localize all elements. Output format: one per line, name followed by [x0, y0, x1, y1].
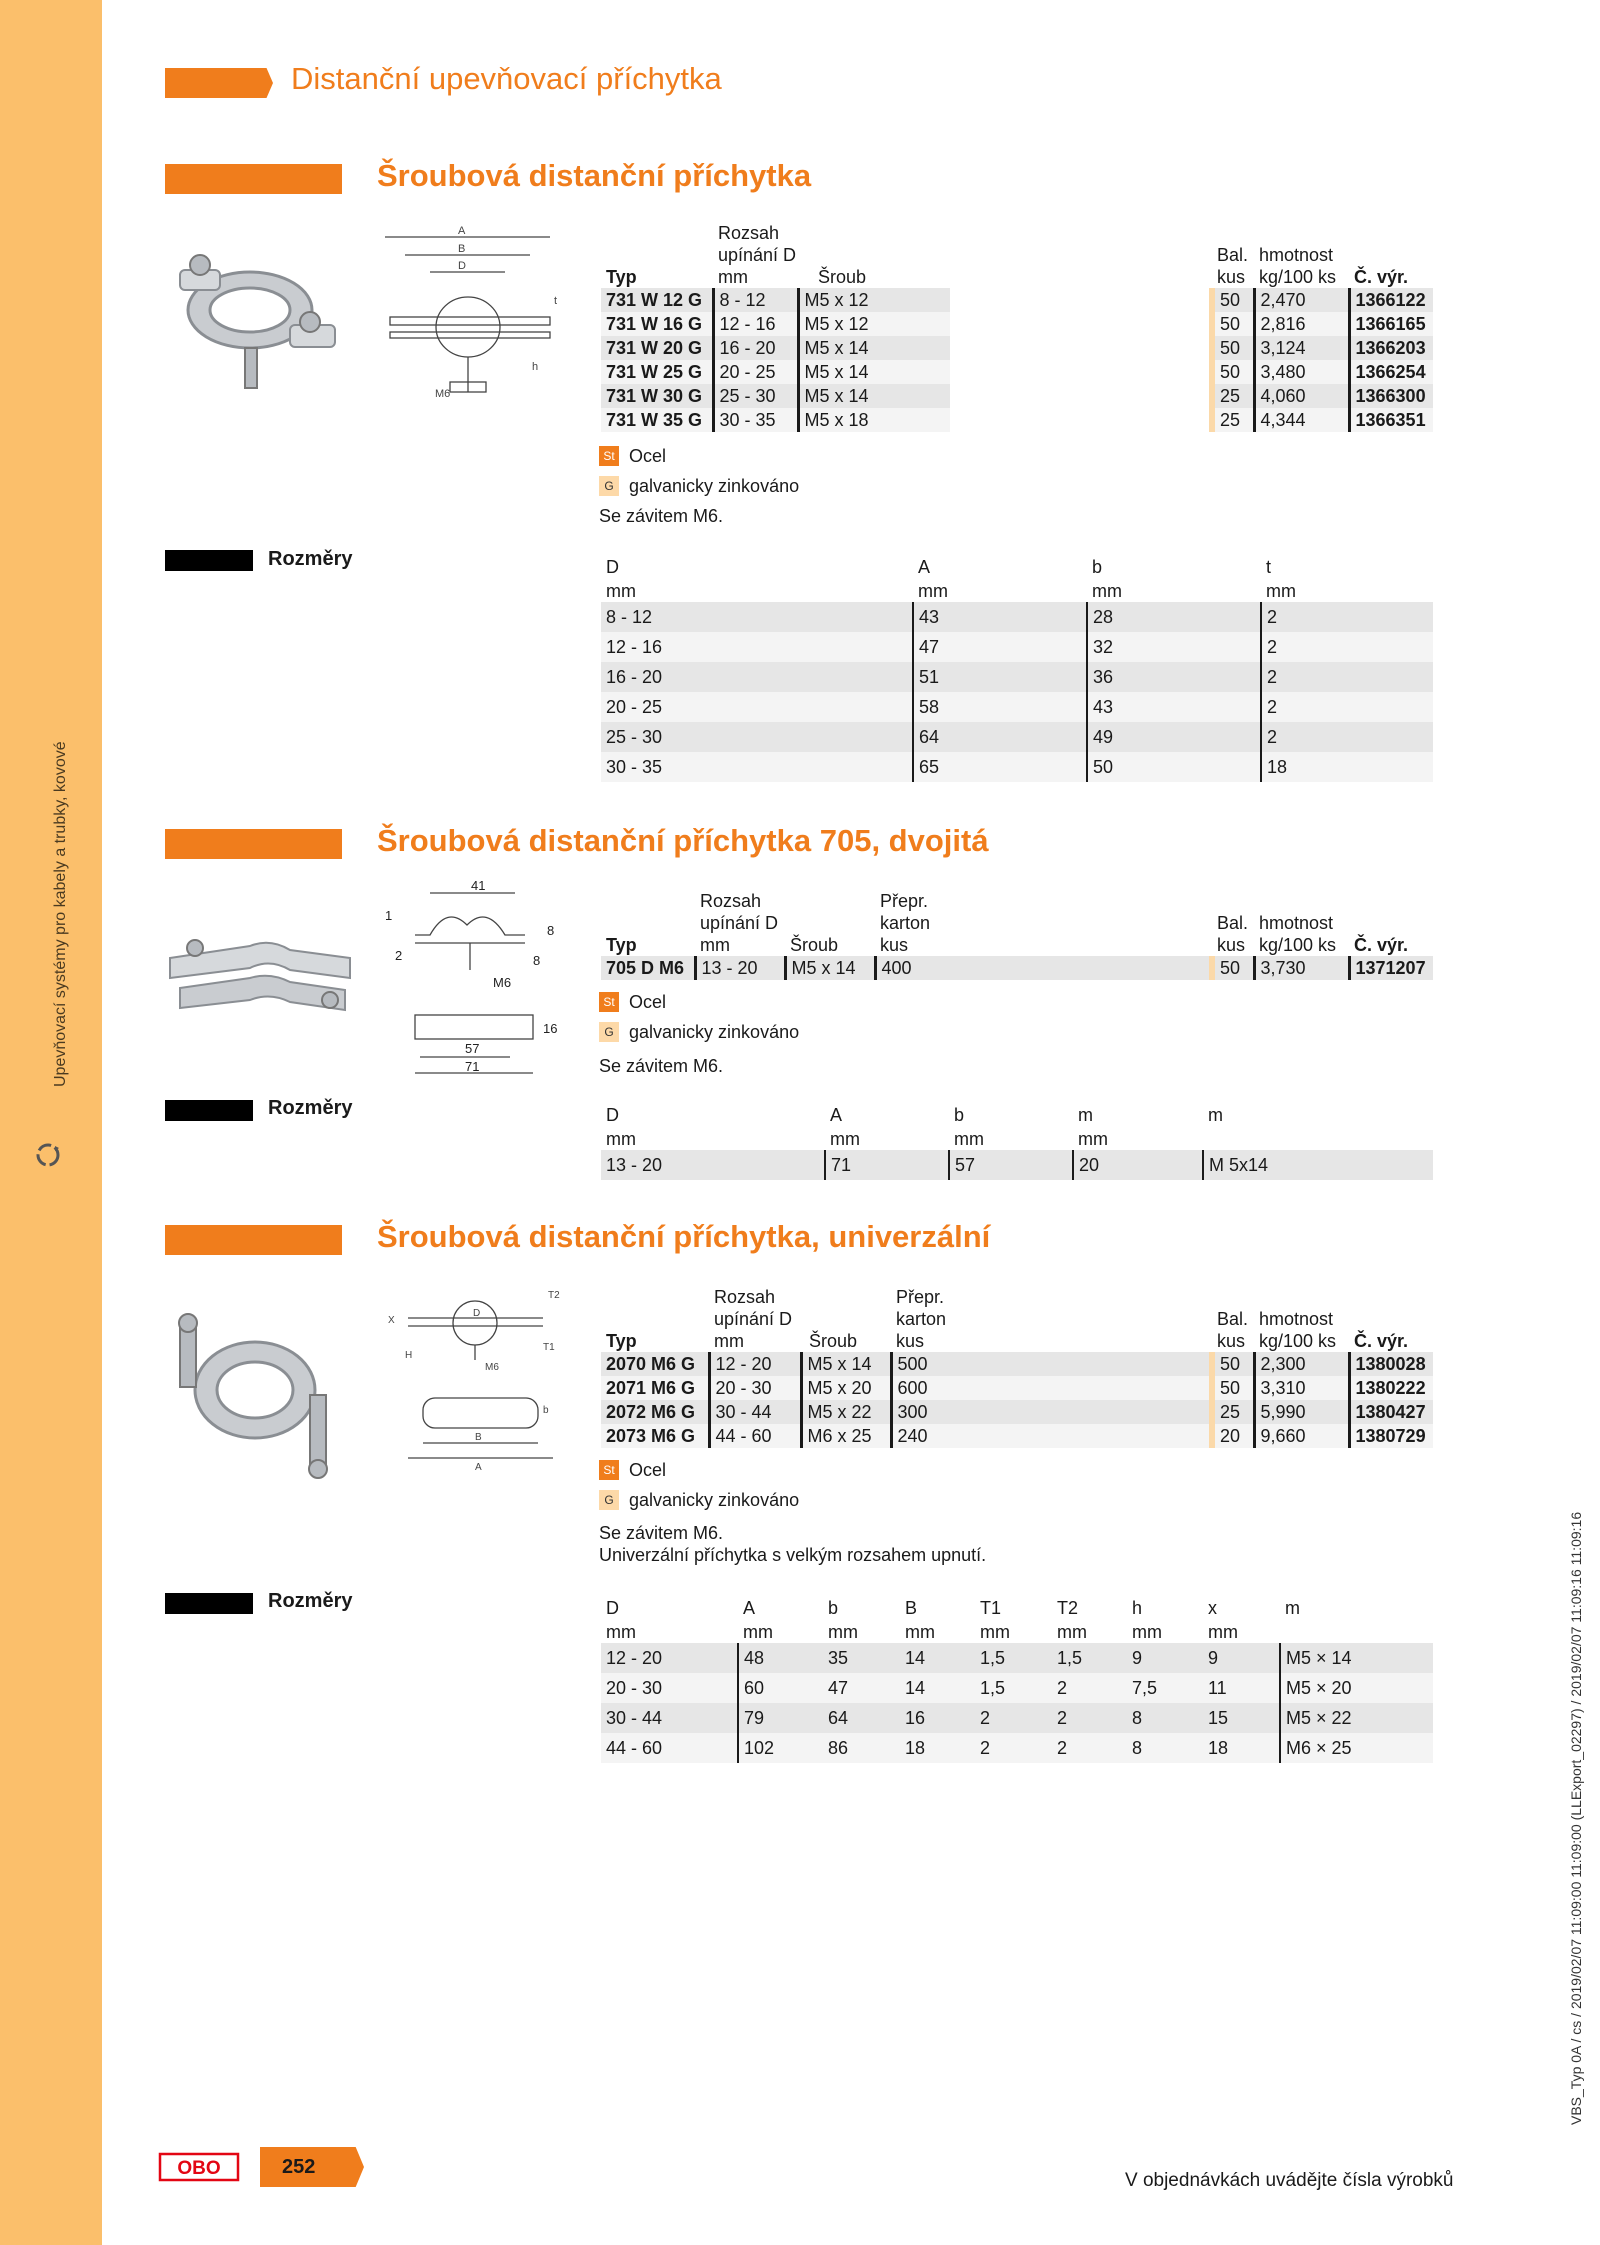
drawing-label: A — [458, 225, 466, 237]
table-row: 13 - 20 71 57 20 M 5x14 — [601, 1150, 1433, 1180]
col-header-rozsah: Rozsah upínání D mm Šroub — [718, 223, 867, 287]
drawing-label: H — [405, 1350, 413, 1361]
section-note: Se závitem M6. — [599, 1056, 724, 1076]
steel-tag: St — [599, 992, 619, 1012]
table-row: 731 W 35 G 30 - 35 M5 x 18 25 4,344 1366351 — [601, 408, 1433, 432]
table-row: 30 - 35 65 50 18 — [601, 752, 1433, 782]
product-photo-705d — [160, 918, 360, 1038]
col-header-hmotnost: hmotnost kg/100 ks — [1259, 1309, 1337, 1351]
table-row: 731 W 25 G 20 - 25 M5 x 14 50 3,480 1366254 — [601, 360, 1433, 384]
col-header-bal: Bal. kus — [1217, 245, 1249, 287]
table-row: 705 D M6 13 - 20 M5 x 14 400 50 3,730 1371207 — [601, 956, 1433, 980]
product-photo-2070 — [160, 1305, 360, 1485]
col-header-cvyr: Č. výr. — [1354, 1331, 1409, 1351]
col-header-cvyr: Č. výr. — [1354, 935, 1409, 955]
dimensions-label: Rozměry — [268, 1590, 353, 1612]
drawing-label: T2 — [548, 1290, 560, 1301]
drawing-label: X — [388, 1315, 395, 1326]
drawing-label: M6 — [435, 388, 451, 400]
dimensions-label: Rozměry — [268, 1097, 353, 1119]
col-header-rozsah: Rozsah upínání D mm Šroub — [700, 891, 839, 955]
table-row: 25 - 30 64 49 2 — [601, 722, 1433, 752]
table-row: 20 - 30 60 47 14 1,5 2 7,5 11 M5 × 20 — [601, 1673, 1433, 1703]
col-header-prepr: Přepr. karton kus — [896, 1287, 947, 1351]
section-bar — [165, 164, 342, 194]
col-header-hmotnost: hmotnost kg/100 ks — [1259, 245, 1337, 287]
sidebar — [0, 0, 102, 2245]
table-row: 44 - 60 102 86 18 2 2 8 18 M6 × 25 — [601, 1733, 1433, 1763]
dimensions-label: Rozměry — [268, 548, 353, 570]
drawing-label: D — [473, 1308, 481, 1319]
product-table — [601, 222, 1433, 432]
dimensions-bar — [165, 550, 253, 571]
dimensions-table: D A b t mm mm mm mm 8 - 12 43 28 2 12 - 16 47 32 2 16 - 20 51 36 2 20 - 25 58 43 2 25 - 30 64 49 2 30 - 35 65 50 18 — [601, 554, 1433, 782]
steel-label: Ocel — [629, 1459, 667, 1480]
steel-label: Ocel — [629, 445, 667, 466]
col-header-prepr: Přepr. karton kus — [880, 891, 931, 955]
drawing-label: 2 — [395, 948, 403, 963]
drawing-label: b — [543, 1405, 549, 1416]
product-table — [601, 890, 1433, 980]
col-header-cvyr: Č. výr. — [1354, 267, 1409, 287]
col-header-typ: Typ — [606, 267, 637, 287]
header-tab — [165, 68, 273, 98]
galv-label: galvanicky zinkováno — [629, 1489, 800, 1510]
col-header-bal: Bal. kus — [1217, 1309, 1249, 1351]
section-bar — [165, 1225, 342, 1255]
table-row: 20 - 25 58 43 2 — [601, 692, 1433, 722]
sidebar-vertical-text: Upevňovací systémy pro kabely a trubky, kovové — [52, 741, 69, 1087]
table-row: 2073 M6 G 44 - 60 M6 x 25 240 20 9,660 1380729 — [601, 1424, 1433, 1448]
drawing-label: B — [475, 1432, 482, 1443]
section-title: Šroubová distanční příchytka — [377, 158, 812, 193]
drawing-label: 8 — [547, 923, 555, 938]
drawing-label: 41 — [471, 878, 486, 893]
galv-label: galvanicky zinkováno — [629, 1021, 800, 1042]
galv-tag: G — [599, 476, 619, 496]
drawing-label: 16 — [543, 1021, 558, 1036]
drawing-label: T1 — [543, 1342, 555, 1353]
table-row: 16 - 20 51 36 2 — [601, 662, 1433, 692]
col-header-typ: Typ — [606, 935, 637, 955]
drawing-label: A — [475, 1462, 482, 1473]
page-number: 252 — [282, 2156, 316, 2178]
table-row: 731 W 30 G 25 - 30 M5 x 14 25 4,060 1366300 — [601, 384, 1433, 408]
table-row: 2070 M6 G 12 - 20 M5 x 14 500 50 2,300 1380028 — [601, 1352, 1433, 1376]
table-row: 731 W 20 G 16 - 20 M5 x 14 50 3,124 1366203 — [601, 336, 1433, 360]
materials-list — [599, 987, 799, 1047]
order-note: V objednávkách uvádějte čísla výrobků — [1125, 2170, 1454, 2191]
product-photo-731w — [160, 230, 360, 400]
drawing-label: B — [458, 243, 466, 255]
technical-drawing-705d — [375, 875, 565, 1085]
drawing-label: 8 — [533, 953, 541, 968]
drawing-label: D — [458, 260, 466, 272]
materials-list — [599, 441, 799, 501]
dimensions-bar — [165, 1593, 253, 1614]
drawing-label: M6 — [493, 975, 512, 990]
col-header-bal: Bal. kus — [1217, 913, 1249, 955]
drawing-label: 1 — [385, 908, 393, 923]
product-table — [601, 1286, 1433, 1448]
table-row: 8 - 12 43 28 2 — [601, 602, 1433, 632]
steel-tag: St — [599, 1460, 619, 1480]
technical-drawing-2070 — [383, 1278, 563, 1478]
section-note: Se závitem M6. Univerzální příchytka s velkým rozsahem upnutí. — [599, 1523, 987, 1565]
print-metadata: VBS_Typ 0A / cs / 2019/02/07 11:09:00 11:09:00 (LLExport_02297) / 2019/02/07 11:09:16 11:09:16 — [1568, 1511, 1584, 2125]
dimensions-table: D A b B T1 T2 h x m mm mm mm mm mm mm mm mm 12 - 20 48 35 14 1,5 1,5 9 9 M5 × 14 20 - 30 60 47 14 1,5 2 7,5 11 M5 × 20 30 - 44 79 64 16 2 2 8 15 M5 × 22 44 - 60 102 86 18 2 2 8 18 M6 × 25 — [601, 1595, 1433, 1763]
table-row: 2072 M6 G 30 - 44 M5 x 22 300 25 5,990 1380427 — [601, 1400, 1433, 1424]
materials-list — [599, 1455, 799, 1515]
table-row: 30 - 44 79 64 16 2 2 8 15 M5 × 22 — [601, 1703, 1433, 1733]
dimensions-bar — [165, 1100, 253, 1121]
drawing-label: h — [532, 361, 539, 373]
section-title: Šroubová distanční příchytka 705, dvojitá — [377, 823, 989, 858]
section-title: Šroubová distanční příchytka, univerzální — [377, 1219, 991, 1254]
galv-tag: G — [599, 1490, 619, 1510]
steel-tag: St — [599, 446, 619, 466]
table-row: 2071 M6 G 20 - 30 M5 x 20 600 50 3,310 1380222 — [601, 1376, 1433, 1400]
table-row: 12 - 16 47 32 2 — [601, 632, 1433, 662]
col-header-typ: Typ — [606, 1331, 637, 1351]
drawing-label: M6 — [485, 1362, 499, 1373]
section-bar — [165, 829, 342, 859]
technical-drawing-731w — [380, 222, 560, 412]
steel-label: Ocel — [629, 991, 667, 1012]
col-header-rozsah: Rozsah upínání D mm Šroub — [714, 1287, 858, 1351]
galv-tag: G — [599, 1022, 619, 1042]
section-note: Se závitem M6. — [599, 506, 724, 526]
table-row: 731 W 16 G 12 - 16 M5 x 12 50 2,816 1366165 — [601, 312, 1433, 336]
col-header-hmotnost: hmotnost kg/100 ks — [1259, 913, 1337, 955]
logo-text: OBO — [177, 2158, 221, 2179]
obo-logo — [158, 2152, 240, 2182]
galv-label: galvanicky zinkováno — [629, 475, 800, 496]
drawing-label: 57 — [465, 1041, 480, 1056]
dimensions-table: D A b m m mm mm mm mm 13 - 20 71 57 20 M 5x14 — [601, 1102, 1433, 1180]
table-row: 731 W 12 G 8 - 12 M5 x 12 50 2,470 1366122 — [601, 288, 1433, 312]
page-title: Distanční upevňovací příchytka — [291, 61, 722, 96]
drawing-label: 71 — [465, 1059, 480, 1074]
table-row: 12 - 20 48 35 14 1,5 1,5 9 9 M5 × 14 — [601, 1643, 1433, 1673]
drawing-label: t — [554, 295, 558, 307]
recycle-icon — [33, 1140, 63, 1170]
